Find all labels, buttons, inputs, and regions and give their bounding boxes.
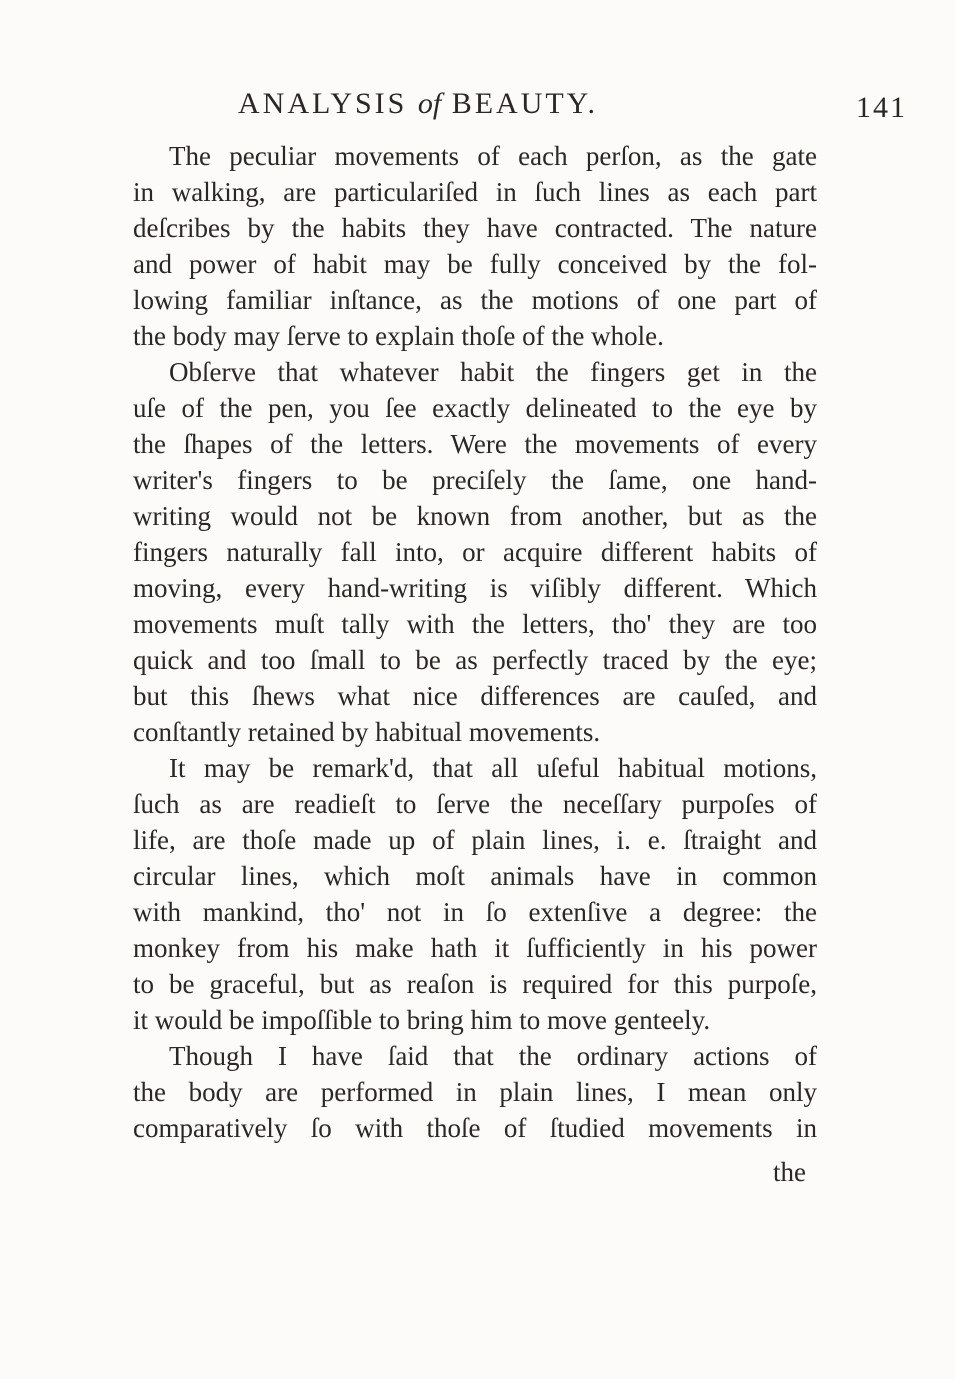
- text-line: and power of habit may be fully conceived by the fol-: [133, 249, 817, 279]
- text-line: it would be impoſſible to bring him to move genteely.: [133, 1005, 711, 1035]
- text-line: to be graceful, but as reaſon is required for this purpoſe,: [133, 969, 817, 999]
- text-line: monkey from his make hath it ſufficiently in his power: [133, 933, 817, 963]
- text-line: Though I have ſaid that the ordinary actions of: [169, 1041, 817, 1071]
- text-line: conſtantly retained by habitual movements.: [133, 717, 601, 747]
- text-line: writer's fingers to be preciſely the ſame, one hand-: [133, 465, 817, 495]
- text-line: The peculiar movements of each perſon, as the gate: [169, 141, 817, 171]
- text-line: It may be remark'd, that all uſeful habitual motions,: [169, 753, 817, 783]
- text-line: in walking, are particulariſed in ſuch lines as each part: [133, 177, 817, 207]
- text-line: the ſhapes of the letters. Were the movements of every: [133, 429, 817, 459]
- text-line: but this ſhews what nice differences are cauſed, and: [133, 681, 817, 711]
- catchword: the: [773, 1157, 806, 1187]
- text-line: the body may ſerve to explain thoſe of the whole.: [133, 321, 664, 351]
- text-line: moving, every hand-writing is viſibly different. Which: [133, 573, 817, 603]
- body-text: [133, 138, 817, 1146]
- text-line: uſe of the pen, you ſee exactly delineated to the eye by: [133, 393, 817, 423]
- text-line: ſuch as are readieſt to ſerve the neceſſary purpoſes of: [133, 789, 817, 819]
- text-line: lowing familiar inſtance, as the motions of one part of: [133, 285, 817, 315]
- text-line: deſcribes by the habits they have contracted. The nature: [133, 213, 817, 243]
- text-line: movements muſt tally with the letters, tho' they are too: [133, 609, 817, 639]
- running-title: [238, 84, 598, 124]
- text-line: quick and too ſmall to be as perfectly traced by the eye;: [133, 645, 817, 675]
- text-line: comparatively ſo with thoſe of ſtudied movements in: [133, 1113, 817, 1143]
- text-line: life, are thoſe made up of plain lines, i. e. ſtraight and: [133, 825, 817, 855]
- text-line: with mankind, tho' not in ſo extenſive a degree: the: [133, 897, 817, 927]
- running-head: [0, 84, 955, 124]
- running-title-of: of: [417, 87, 442, 120]
- page-number: 141: [856, 91, 907, 124]
- running-title-part-2: BEAUTY.: [441, 87, 598, 120]
- text-line: fingers naturally fall into, or acquire different habits of: [133, 537, 817, 567]
- text-line: Obſerve that whatever habit the fingers get in the: [169, 357, 817, 387]
- text-line: circular lines, which moſt animals have in common: [133, 861, 817, 891]
- text-line: the body are performed in plain lines, I mean only: [133, 1077, 817, 1107]
- text-line: writing would not be known from another, but as the: [133, 501, 817, 531]
- running-title-part-1: ANALYSIS: [238, 87, 418, 120]
